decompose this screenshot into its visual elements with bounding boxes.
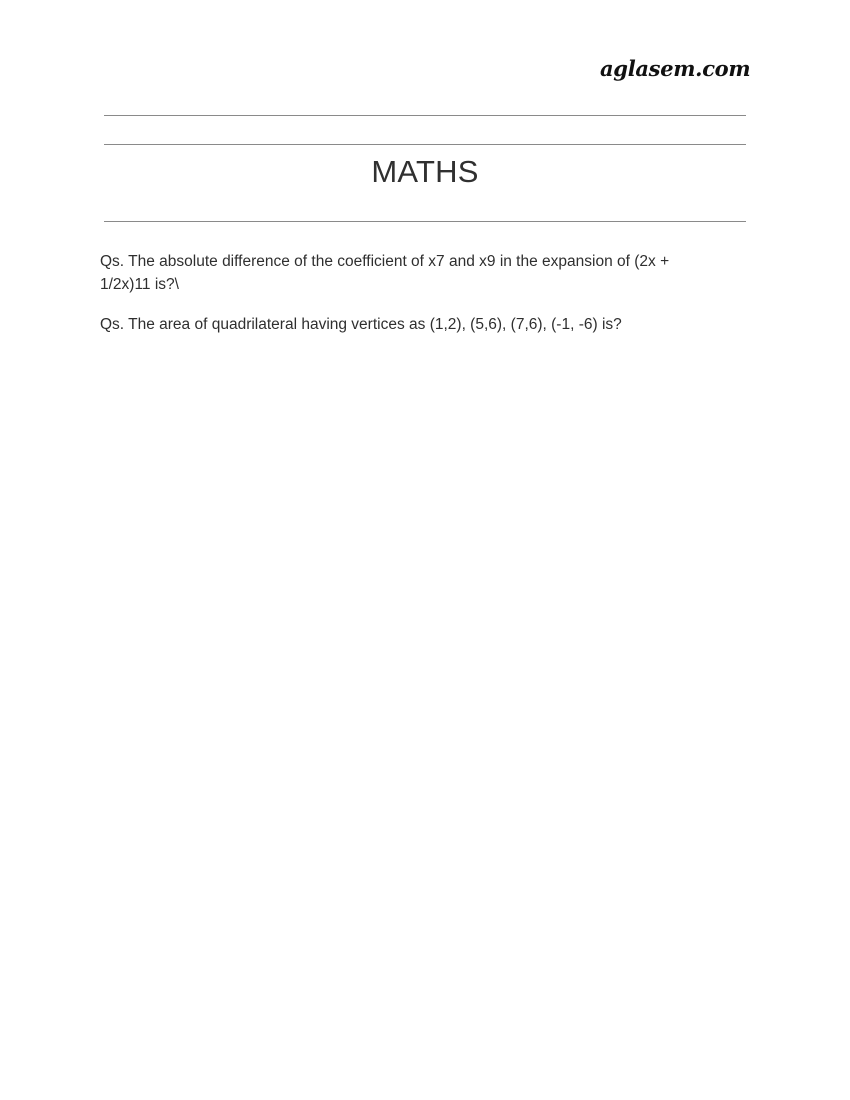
question-list <box>100 250 720 353</box>
question-item: Qs. The absolute difference of the coefficient of x7 and x9 in the expansion of (2x + 1/2x)11 is?\ <box>100 253 670 293</box>
brand-logo: aglasem.com <box>600 56 751 81</box>
header-divider-top <box>104 115 746 116</box>
question-item: Qs. The area of quadrilateral having vertices as (1,2), (5,6), (7,6), (-1, -6) is? <box>100 316 622 333</box>
section-title: MATHS <box>371 154 479 189</box>
title-divider-bottom <box>104 221 746 222</box>
title-divider-top <box>104 144 746 145</box>
